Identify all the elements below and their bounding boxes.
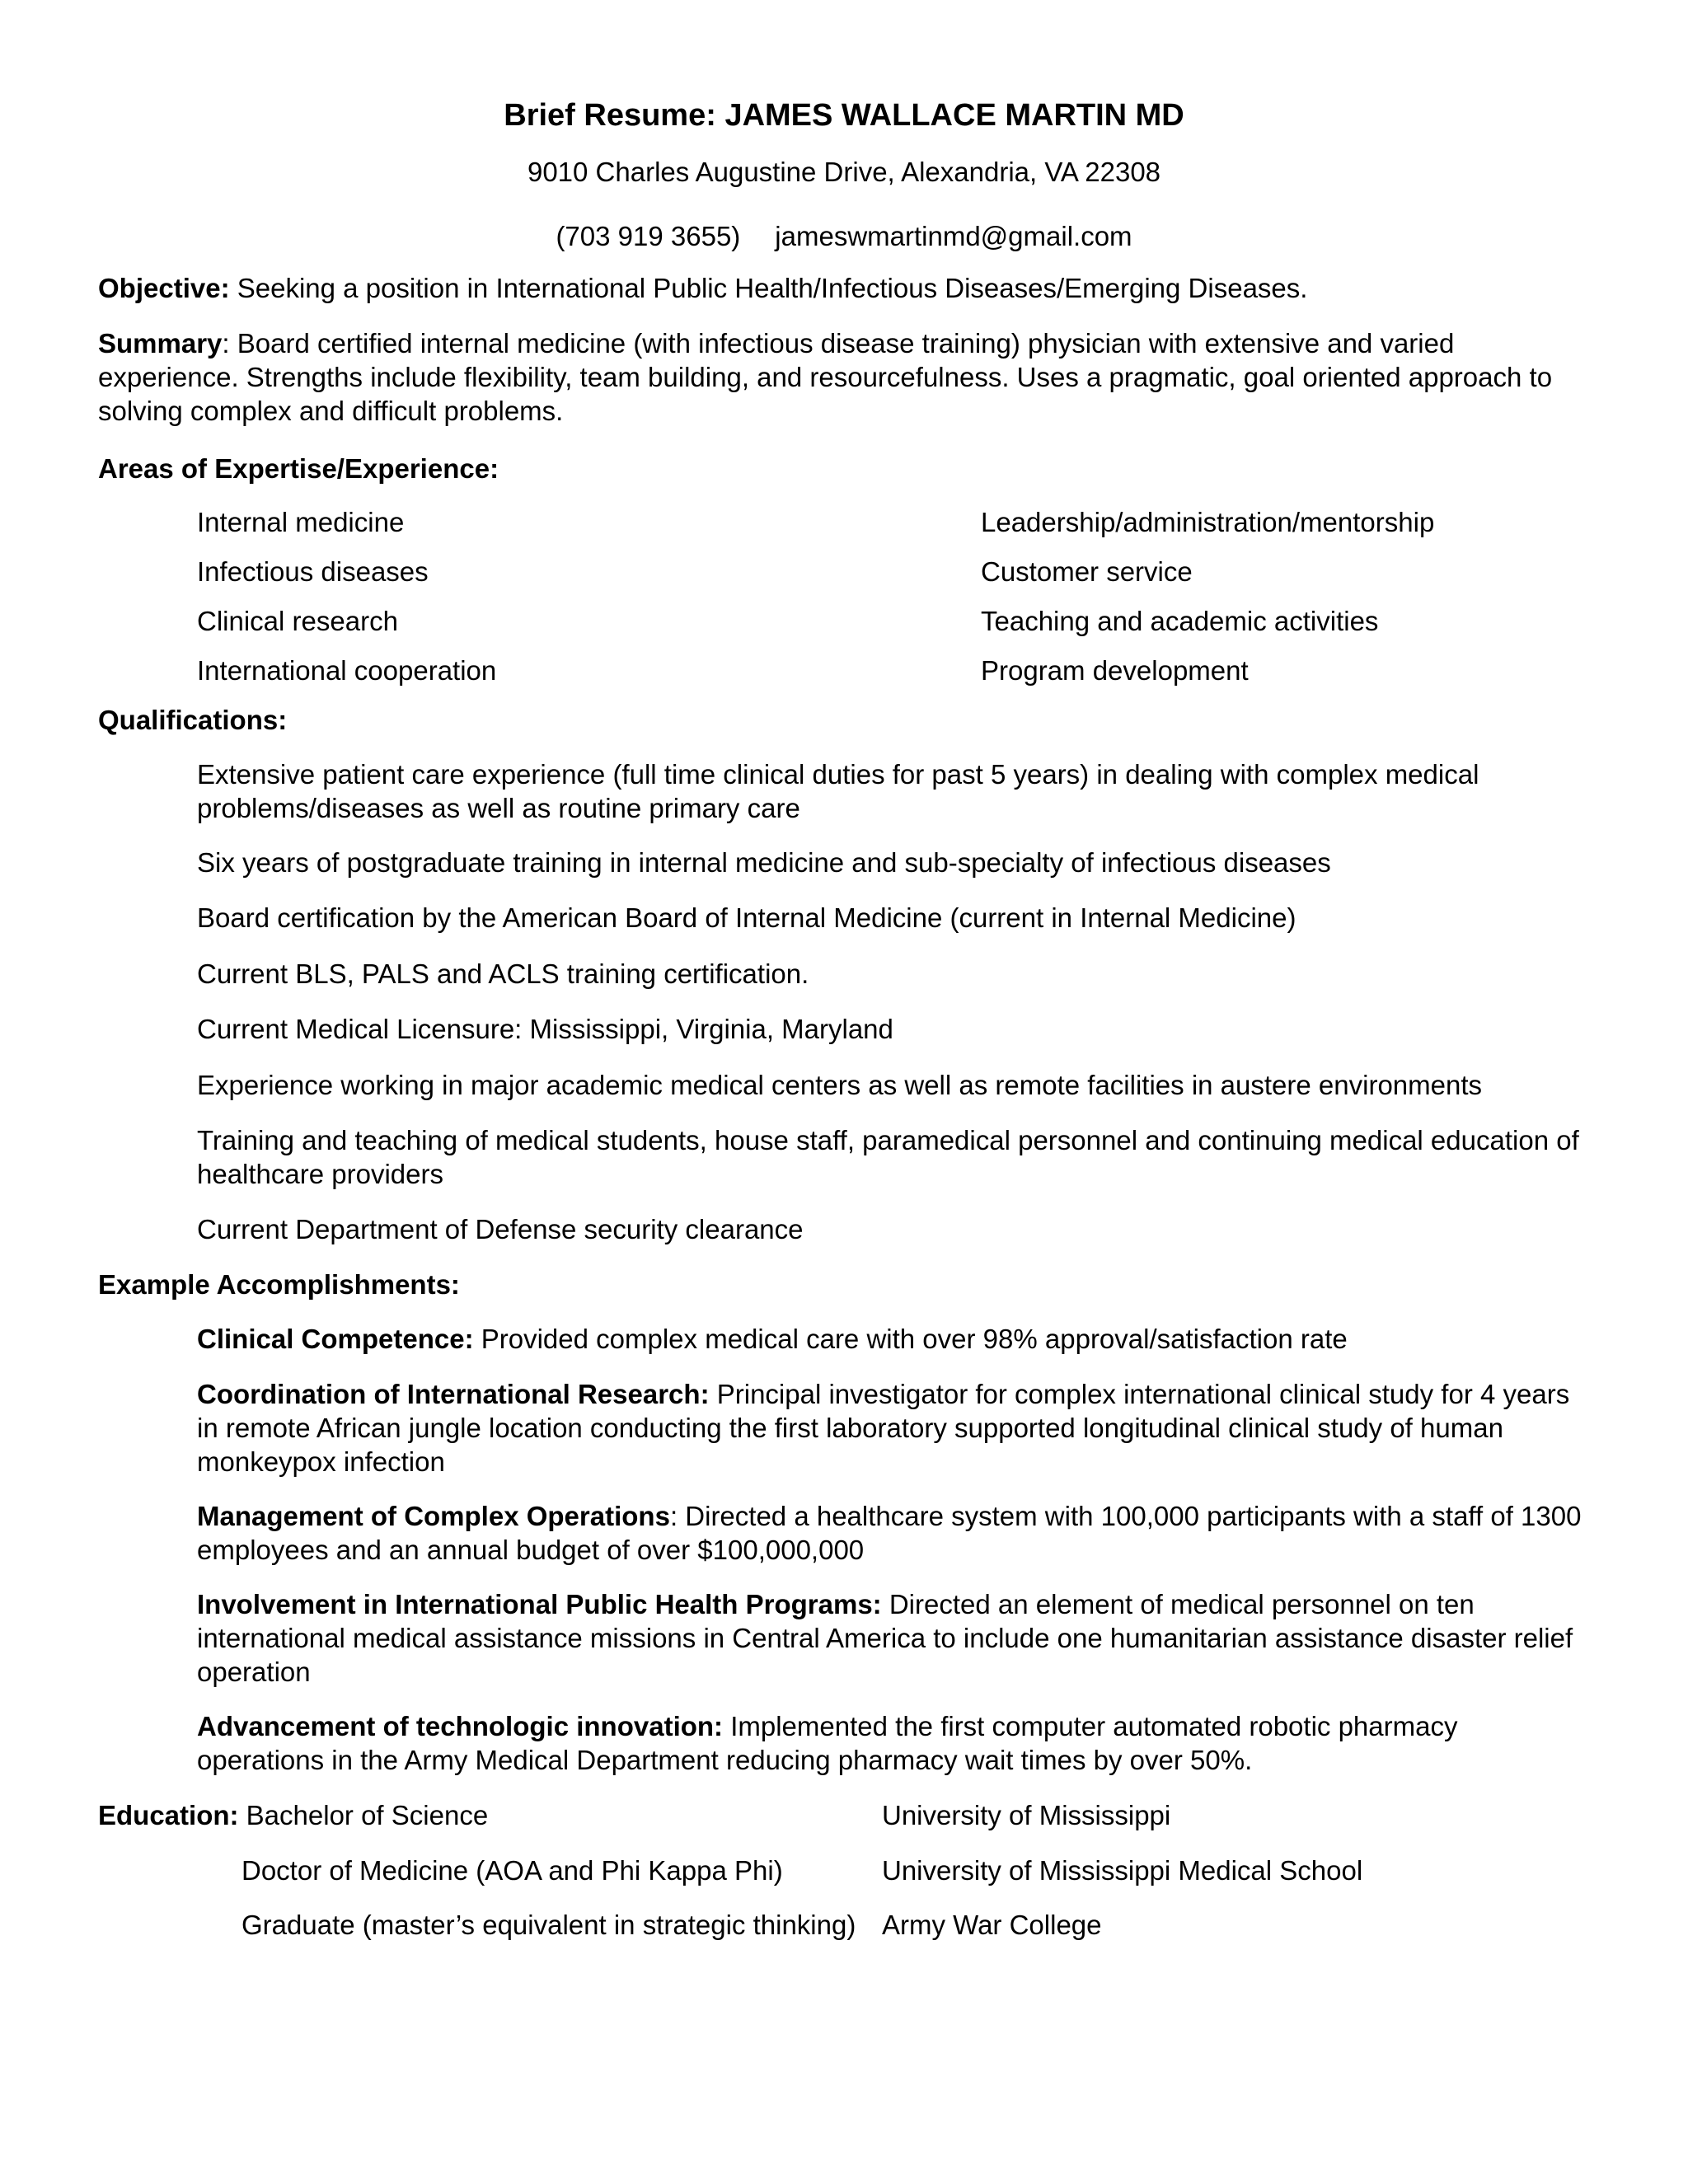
qualification-item: Experience working in major academic medical centers as well as remote facilities in austere environments	[197, 1070, 1483, 1100]
accomplishment-label: Management of Complex Operations	[197, 1501, 670, 1531]
summary-label: Summary	[98, 328, 223, 359]
education-degree: Graduate (master’s equivalent in strategic thinking)	[241, 1910, 856, 1940]
expertise-item: International cooperation	[197, 655, 497, 686]
contact-line	[0, 219, 1688, 253]
summary-paragraph	[98, 326, 1573, 428]
education-degree: Bachelor of Science	[246, 1800, 489, 1830]
expertise-item: Internal medicine	[197, 507, 405, 537]
accomplishment-text: Implemented the first computer automated robotic pharmacy operations in the Army Medical Department reducing pharmacy wait times by over 50%.	[197, 1711, 1458, 1775]
address-line: 9010 Charles Augustine Drive, Alexandria, VA 22308	[527, 157, 1161, 187]
qualification-item: Current BLS, PALS and ACLS training certification.	[197, 958, 809, 989]
education-row	[98, 1798, 488, 1832]
qualification-item: Current Department of Defense security clearance	[197, 1214, 804, 1244]
accomplishment-text: Provided complex medical care with over 98% approval/satisfaction rate	[473, 1324, 1348, 1354]
objective-text: Seeking a position in International Public Health/Infectious Diseases/Emerging Diseases.	[229, 273, 1308, 303]
accomplishment-text: : Directed a healthcare system with 100,000 participants with a staff of 1300 employees and an annual budget of over $100,000,000	[197, 1501, 1582, 1565]
expertise-item: Infectious diseases	[197, 556, 429, 587]
qualification-item: Board certification by the American Board of Internal Medicine (current in Internal Medicine)	[197, 902, 1296, 933]
phone-number: (703 919 3655)	[556, 221, 741, 251]
email-address[interactable]: jameswmartinmd@gmail.com	[775, 221, 1132, 251]
accomplishment-item	[197, 1709, 1582, 1777]
accomplishment-label: Involvement in International Public Health Programs:	[197, 1589, 882, 1619]
expertise-item: Clinical research	[197, 606, 398, 636]
accomplishment-text: Principal investigator for complex international clinical study for 4 years in remote African jungle location conducting the first laboratory supported longitudinal clinical study of human monkeypox infection	[197, 1379, 1570, 1477]
education-degree: Doctor of Medicine (AOA and Phi Kappa Phi)	[241, 1855, 783, 1886]
objective-label: Objective:	[98, 273, 230, 303]
accomplishment-item	[197, 1377, 1582, 1479]
objective-paragraph	[98, 271, 1573, 305]
accomplishment-item	[197, 1322, 1582, 1356]
expertise-heading: Areas of Expertise/Experience:	[98, 453, 499, 484]
accomplishment-item	[197, 1587, 1582, 1689]
education-school: University of Mississippi Medical School	[882, 1855, 1363, 1886]
expertise-item: Teaching and academic activities	[981, 606, 1379, 636]
qualifications-heading: Qualifications:	[98, 705, 288, 735]
accomplishment-label: Clinical Competence:	[197, 1324, 474, 1354]
accomplishment-item	[197, 1499, 1582, 1567]
education-school: University of Mississippi	[882, 1800, 1171, 1830]
qualification-item: Extensive patient care experience (full time clinical duties for past 5 years) in dealing with complex medical problems/diseases as well as routine primary care	[197, 759, 1479, 823]
accomplishment-label: Coordination of International Research:	[197, 1379, 710, 1409]
qualification-item: Current Medical Licensure: Mississippi, Virginia, Maryland	[197, 1014, 893, 1044]
page-title: Brief Resume: JAMES WALLACE MARTIN MD	[504, 98, 1184, 133]
expertise-item: Program development	[981, 655, 1249, 686]
qualification-item: Six years of postgraduate training in internal medicine and sub-specialty of infectious diseases	[197, 847, 1331, 878]
qualification-item: Training and teaching of medical students, house staff, paramedical personnel and continuing medical education of healthcare providers	[197, 1125, 1579, 1189]
education-school: Army War College	[882, 1910, 1102, 1940]
summary-text: : Board certified internal medicine (with infectious disease training) physician with extensive and varied experience. Strengths include flexibility, team building, and resourcefulness. Uses a pragmatic, goal oriented approach to solving complex and difficult problems.	[98, 328, 1553, 426]
accomplishments-heading: Example Accomplishments:	[98, 1269, 460, 1300]
expertise-item: Leadership/administration/mentorship	[981, 507, 1435, 537]
expertise-item: Customer service	[981, 556, 1193, 587]
education-label: Education:	[98, 1800, 239, 1830]
accomplishment-text: Directed an element of medical personnel on ten international medical assistance missions in Central America to include one humanitarian assistance disaster relief operation	[197, 1589, 1573, 1687]
accomplishment-label: Advancement of technologic innovation:	[197, 1711, 724, 1741]
